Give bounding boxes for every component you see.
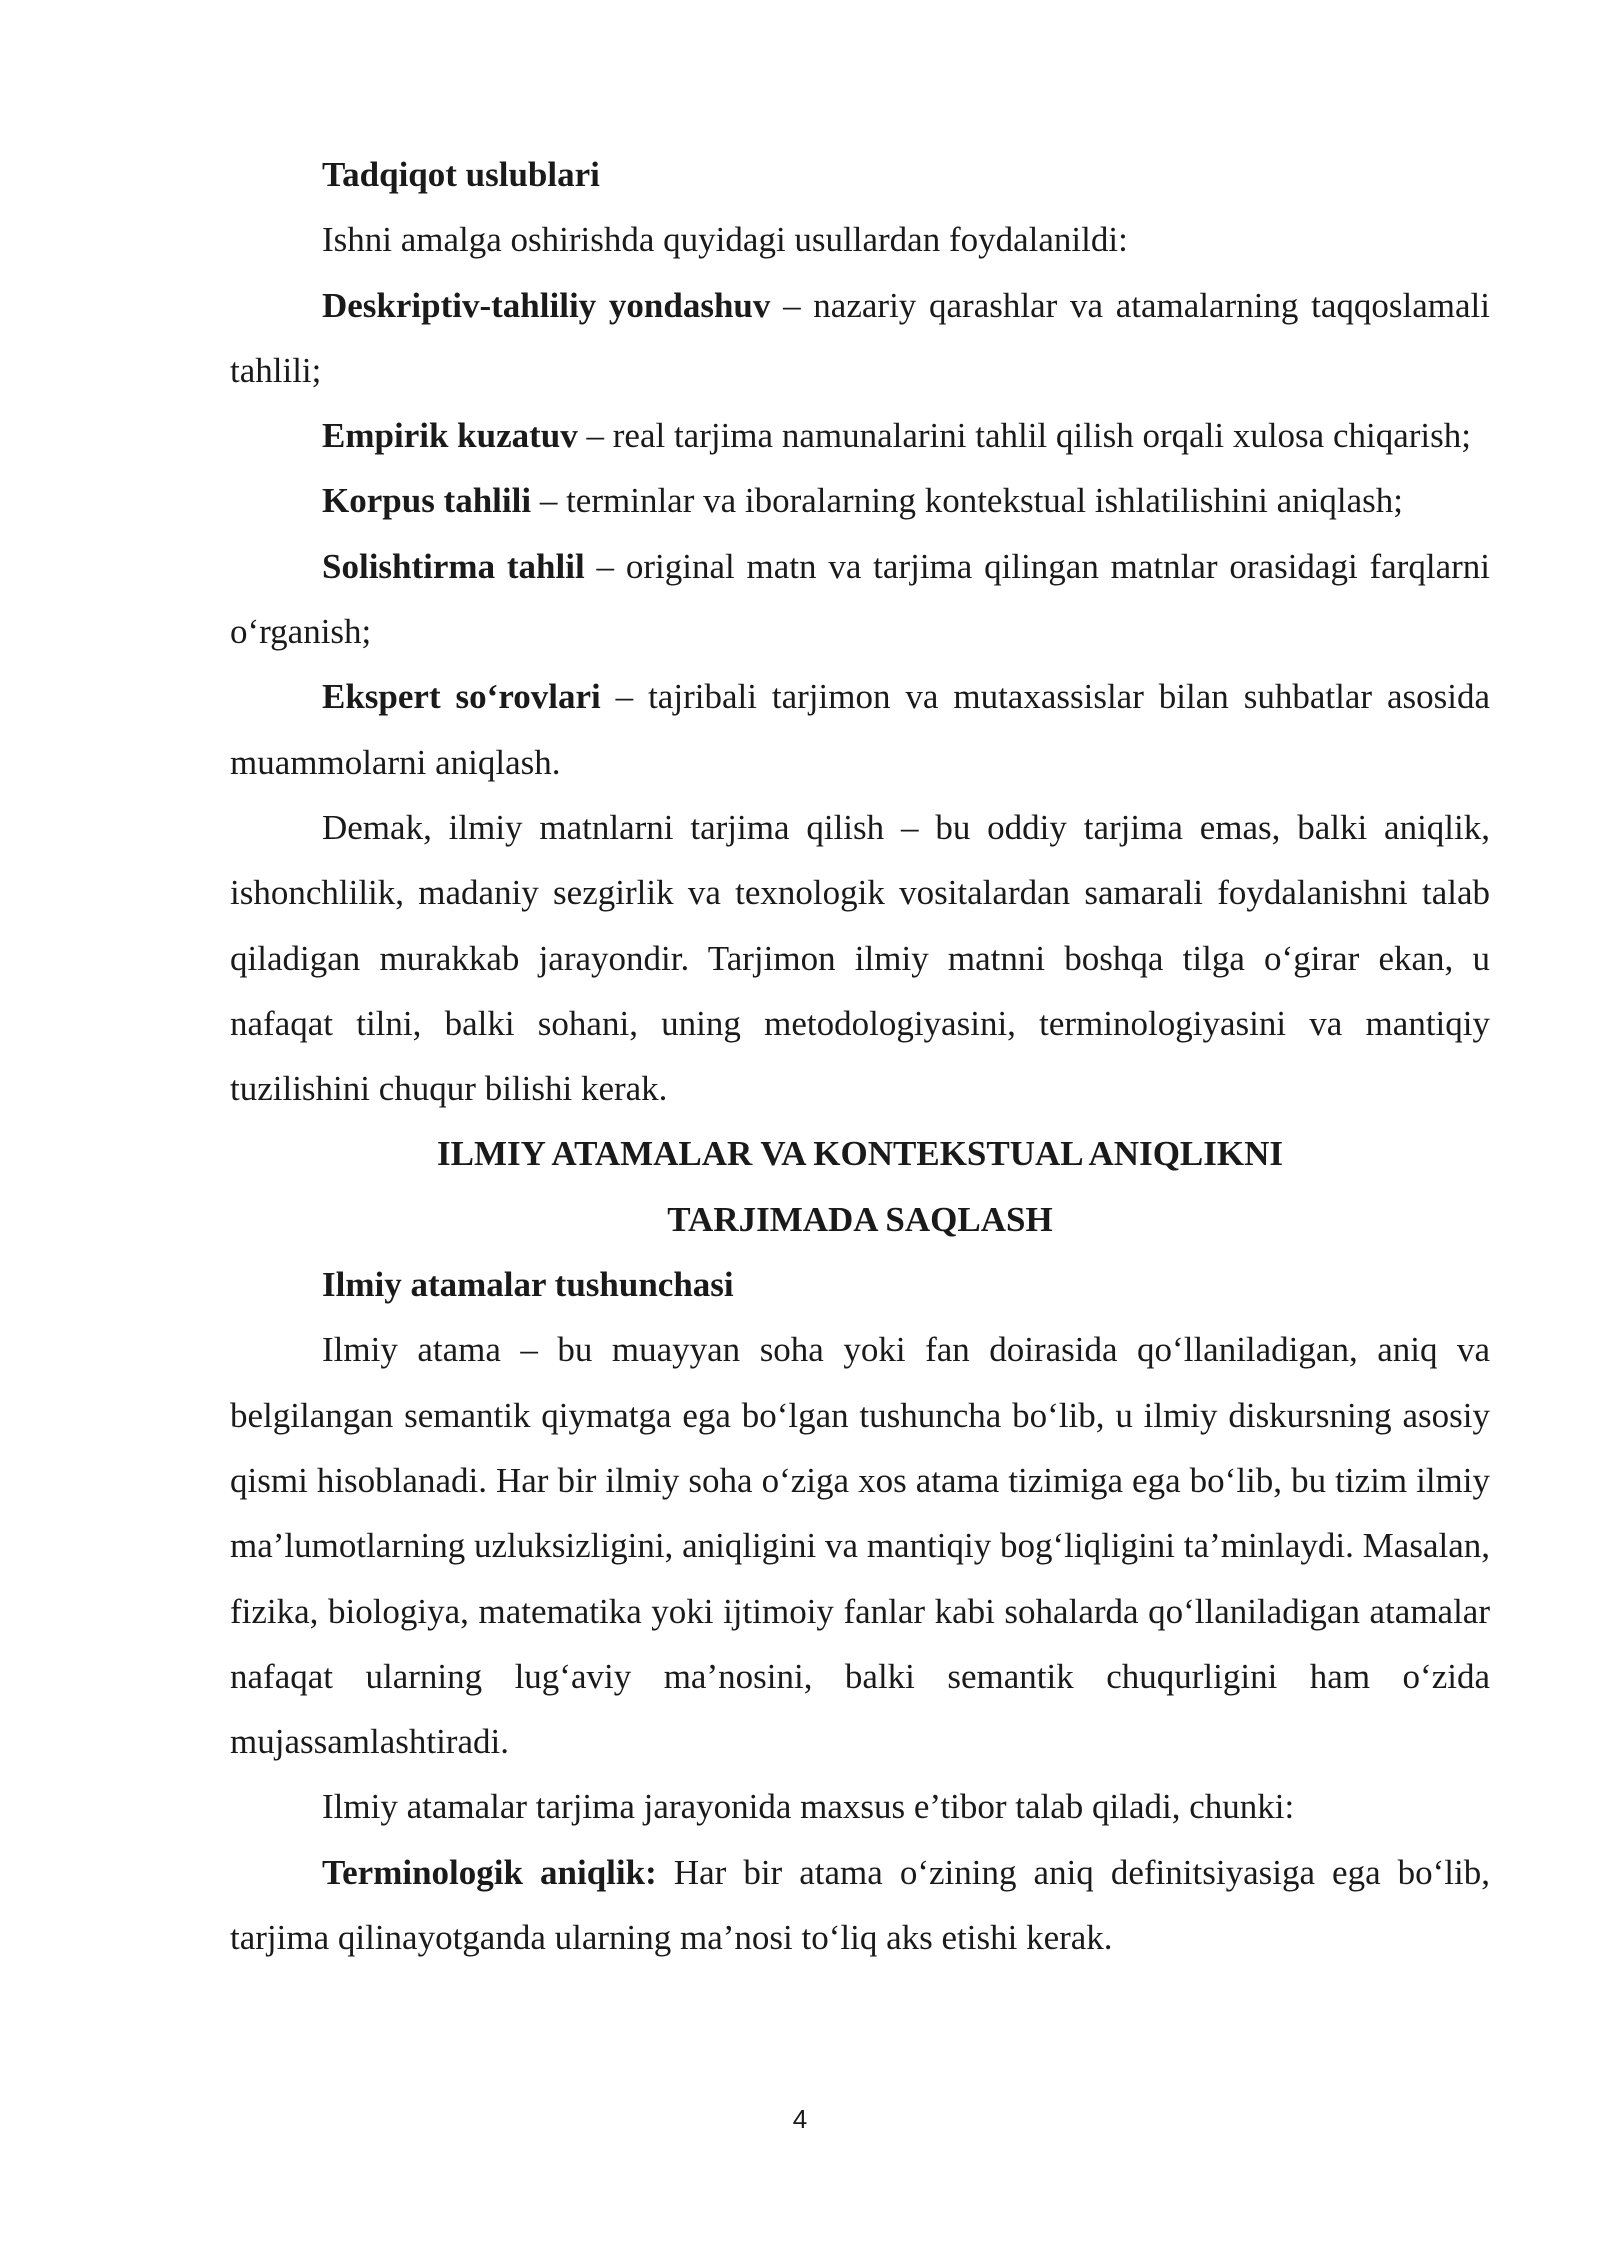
method-description: – terminlar va iboralarning kontekstual ishlatilishini aniqlash; <box>531 481 1403 521</box>
page-number: 4 <box>792 2104 808 2134</box>
subheading: Ilmiy atamalar tushunchasi <box>322 1265 734 1305</box>
method-description: – real tarjima namunalarini tahlil qilish orqali xulosa chiqarish; <box>577 416 1471 456</box>
method-term: Solishtirma tahlil <box>322 546 585 586</box>
method-item <box>230 468 1490 533</box>
page-body <box>230 142 1490 1970</box>
methods-heading: Tadqiqot uslublari <box>322 155 600 194</box>
method-description: – nazariy qarashlar va atamalarning taqqoslamali tahlili; <box>230 285 1490 390</box>
method-term: Korpus tahlili <box>322 481 532 521</box>
method-item <box>230 403 1490 468</box>
terminology-description: Har bir atama o‘zining aniq definitsiyasiga ega bo‘lib, tarjima qilinayotganda ularning ma’nosi to‘liq aks etishi kerak. <box>230 1852 1491 1958</box>
attention-paragraph: Ilmiy atamalar tarjima jarayonida maxsus e’tibor talab qiladi, chunki: <box>322 1787 1295 1827</box>
terminology-paragraph <box>230 1840 1490 1971</box>
method-term: Empirik kuzatuv <box>322 416 578 456</box>
methods-intro: Ishni amalga oshirishda quyidagi usullardan foydalanildi: <box>322 220 1128 260</box>
method-item <box>230 273 1490 404</box>
section-title-line-2: TARJIMADA SAQLASH <box>667 1199 1053 1239</box>
terminology-term: Terminologik aniqlik: <box>322 1852 657 1892</box>
method-item <box>230 534 1490 665</box>
method-term: Ekspert so‘rovlari <box>322 677 601 717</box>
conclusion-paragraph: Demak, ilmiy matnlarni tarjima qilish – bu oddiy tarjima emas, balki aniqlik, ishonchlilik, madaniy sezgirlik va texnologik vositalardan samarali foydalanishni talab qiladigan murakkab jarayondir. Tarjimon ilmiy matnni boshqa tilga o‘girar ekan, u nafaqat tilni, balki sohani, uning metodologiyasini, terminologiyasini va mantiqiy tuzilishini chuqur bilishi kerak. <box>230 807 1490 1109</box>
section-title-line-1: ILMIY ATAMALAR VA KONTEKSTUAL ANIQLIKNI <box>436 1134 1283 1174</box>
method-item <box>230 664 1490 795</box>
definition-paragraph: Ilmiy atama – bu muayyan soha yoki fan doirasida qo‘llaniladigan, aniq va belgilangan semantik qiymatga ega bo‘lgan tushuncha bo‘lib, u ilmiy diskursning asosiy qismi hisoblanadi. Har bir ilmiy soha o‘ziga xos atama tizimiga ega bo‘lib, bu tizim ilmiy ma’lumotlarning uzluksizligini, aniqligini va mantiqiy bog‘liqligini ta’minlaydi. Masalan, fizika, biologiya, matematika yoki ijtimoiy fanlar kabi sohalarda qo‘llaniladigan atamalar nafaqat ularning lug‘aviy ma’nosini, balki semantik chuqurligini ham o‘zida mujassamlashtiradi. <box>230 1330 1490 1762</box>
method-description: – tajribali tarjimon va mutaxassislar bilan suhbatlar asosida muammolarni aniqlash. <box>230 677 1490 782</box>
method-term: Deskriptiv-tahliliy yondashuv <box>322 285 771 325</box>
method-description: – original matn va tarjima qilingan matnlar orasidagi farqlarni o‘rganish; <box>230 546 1490 652</box>
